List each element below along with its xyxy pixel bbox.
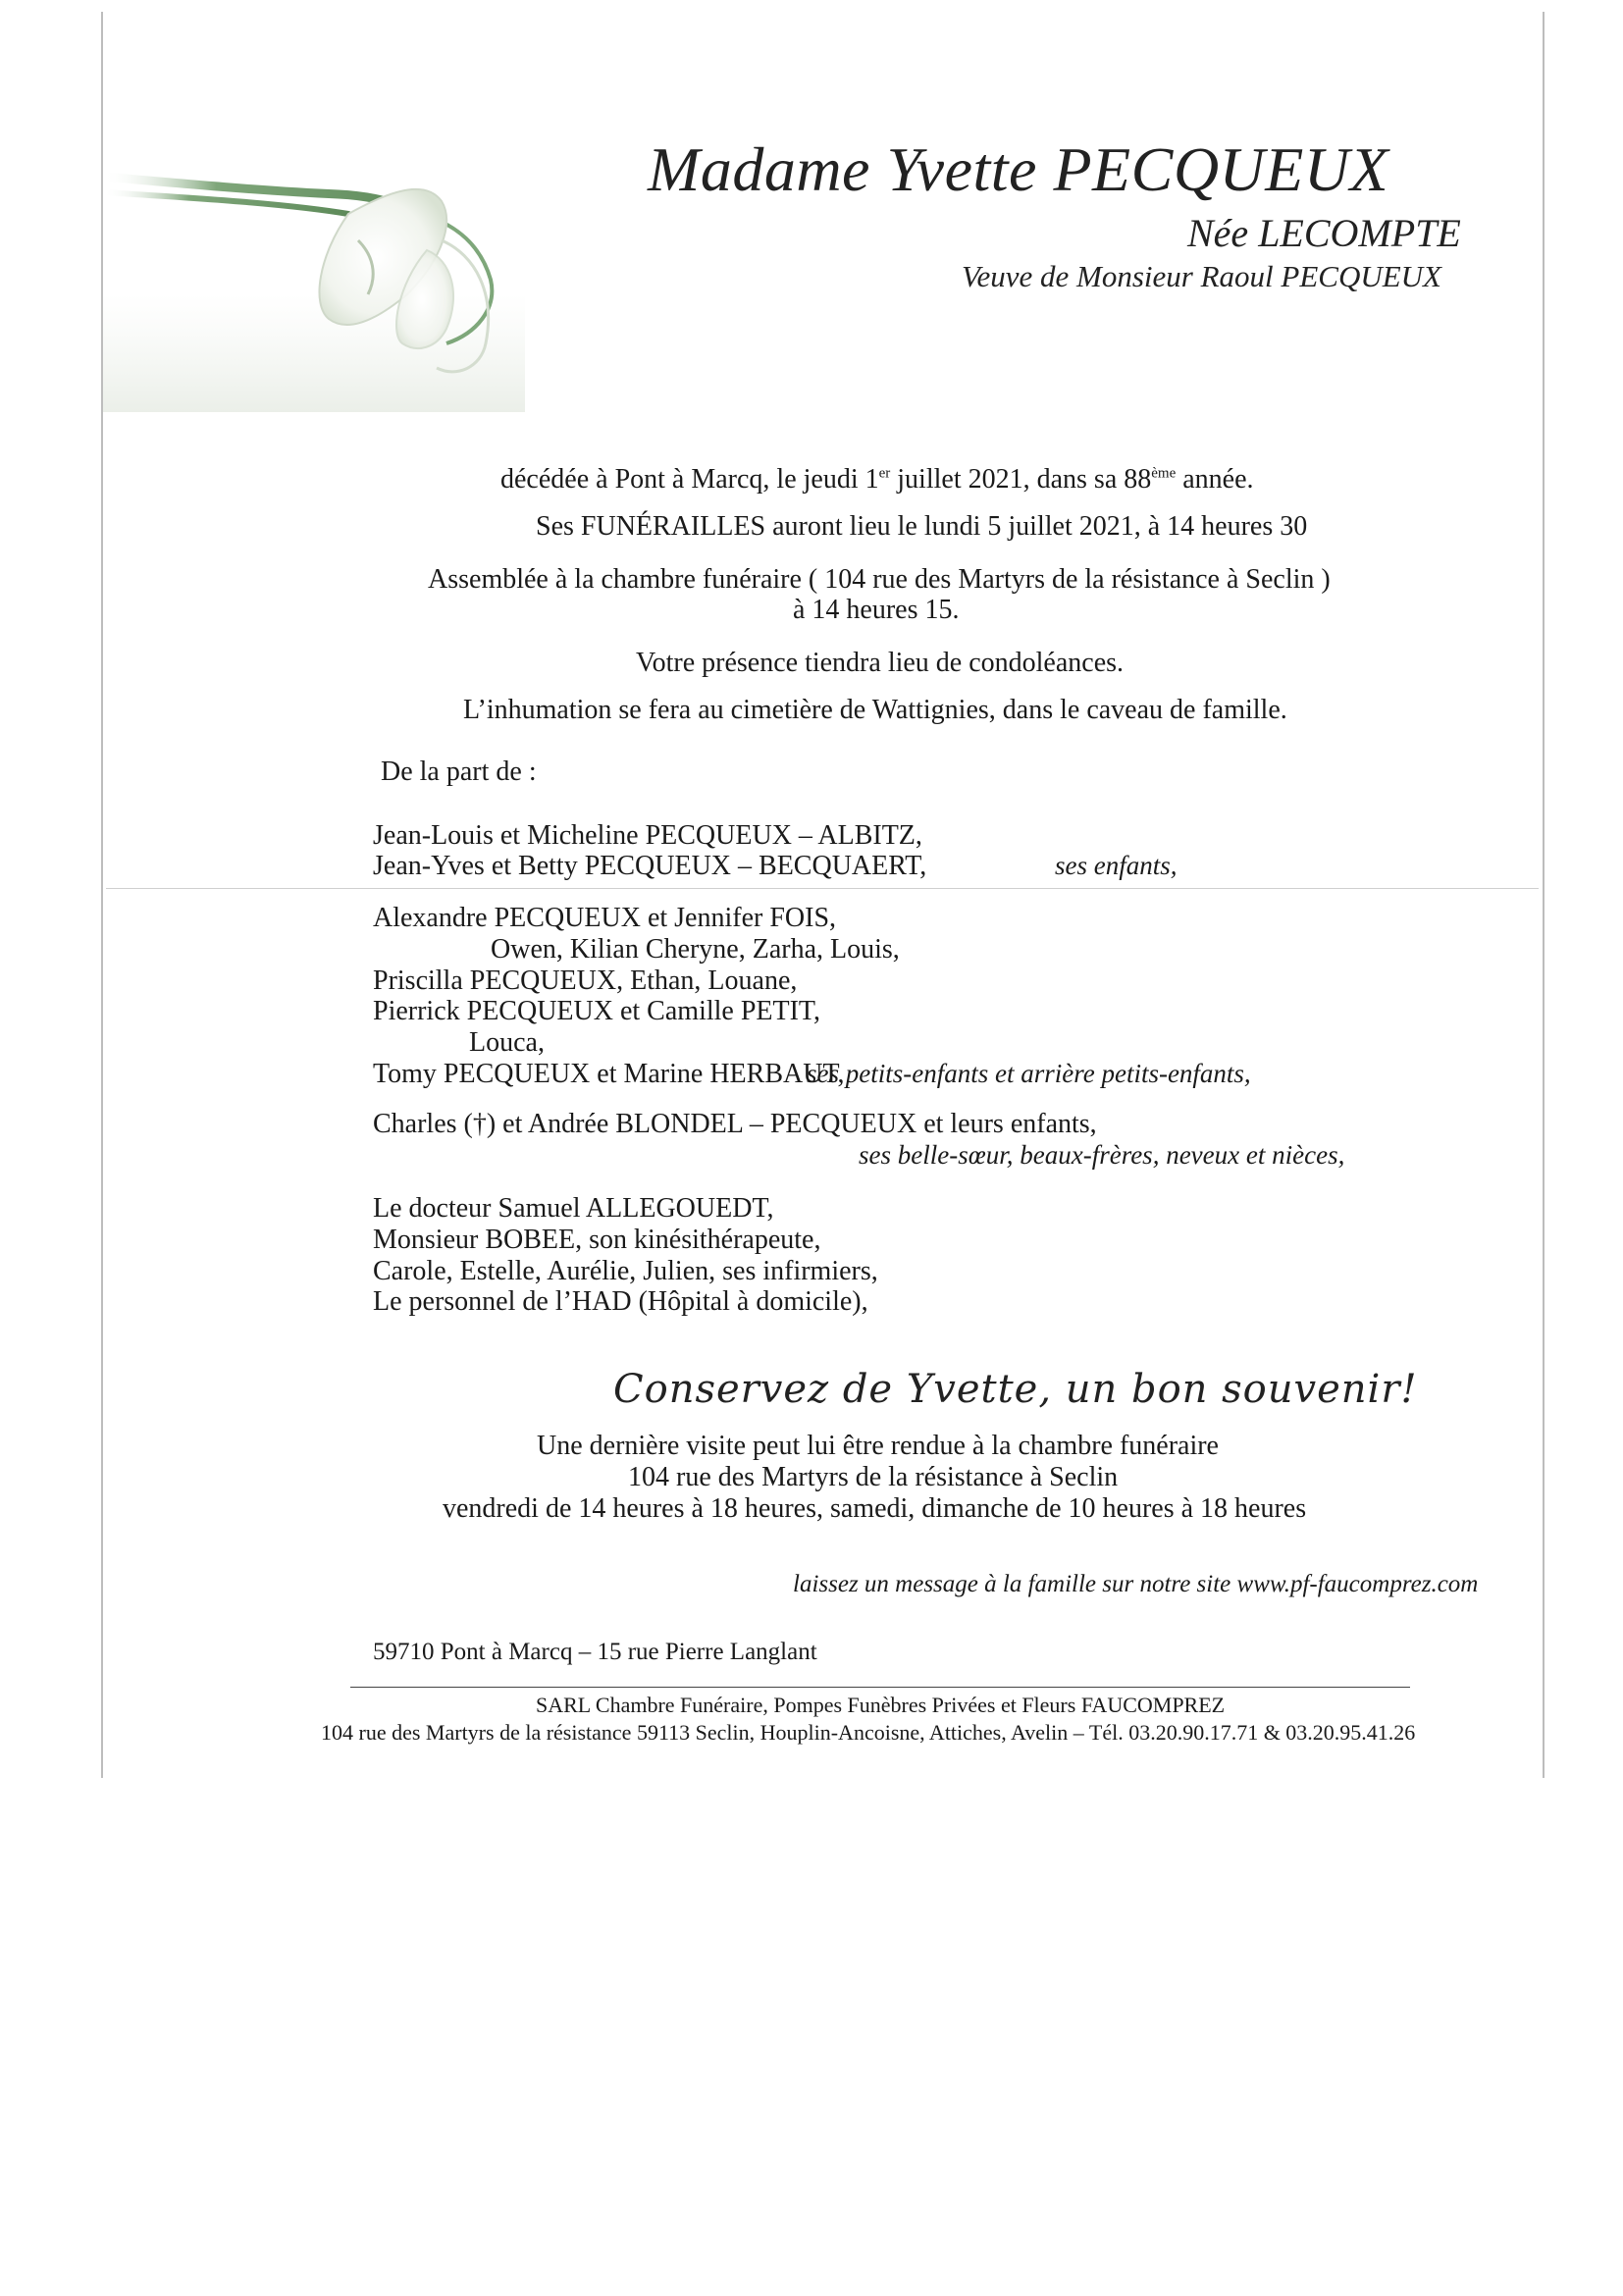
- grandchild-line: Owen, Kilian Cheryne, Zarha, Louis,: [491, 934, 900, 965]
- calla-lily-image: [103, 147, 525, 412]
- page-edge-right: [1543, 12, 1544, 1778]
- inlaws-role: ses belle-sœur, beaux-frères, neveux et nièces,: [859, 1140, 1345, 1170]
- visit-line-3: vendredi de 14 heures à 18 heures, samedi, dimanche de 10 heures à 18 heures: [443, 1493, 1307, 1524]
- widow-of: Veuve de Monsieur Raoul PECQUEUX: [962, 259, 1441, 293]
- visit-line-1: Une dernière visite peut lui être rendue à la chambre funéraire: [537, 1431, 1219, 1461]
- website-note: laissez un message à la famille sur notre site www.pf-faucomprez.com: [793, 1571, 1479, 1597]
- grandchild-line: Priscilla PECQUEUX, Ethan, Louane,: [373, 965, 798, 996]
- grandchild-line: Pierrick PECQUEUX et Camille PETIT,: [373, 996, 820, 1026]
- inlaws-line: Charles (†) et Andrée BLONDEL – PECQUEUX et leurs enfants,: [373, 1109, 1097, 1139]
- grandchildren-role: ses petits-enfants et arrière petits-enfants,: [807, 1059, 1251, 1088]
- caregiver-line: Monsieur BOBEE, son kinésithérapeute,: [373, 1225, 821, 1255]
- branch-address: 59710 Pont à Marcq – 15 rue Pierre Langlant: [373, 1639, 817, 1665]
- condolences-note: Votre présence tiendra lieu de condoléances.: [636, 648, 1125, 678]
- family-intro: De la part de :: [381, 757, 537, 787]
- maiden-name: Née LECOMPTE: [1187, 211, 1461, 255]
- grandchild-line: Tomy PECQUEUX et Marine HERBAUT,: [373, 1059, 845, 1089]
- footer-rule: [350, 1687, 1410, 1688]
- death-notice: décédée à Pont à Marcq, le jeudi 1er juillet 2021, dans sa 88ème année.: [500, 464, 1254, 495]
- caregiver-line: Carole, Estelle, Aurélie, Julien, ses infirmiers,: [373, 1256, 878, 1286]
- grandchild-line: Louca,: [469, 1027, 545, 1058]
- child-line: Jean-Louis et Micheline PECQUEUX – ALBITZ,: [373, 820, 922, 851]
- caregiver-line: Le docteur Samuel ALLEGOUEDT,: [373, 1193, 774, 1224]
- visit-line-2: 104 rue des Martyrs de la résistance à Seclin: [628, 1462, 1119, 1492]
- memory-slogan: Conservez de Yvette, un bon souvenir!: [613, 1367, 1418, 1412]
- assembly-line-1: Assemblée à la chambre funéraire ( 104 rue des Martyrs de la résistance à Seclin ): [428, 564, 1331, 595]
- deceased-name: Madame Yvette PECQUEUX: [648, 134, 1389, 204]
- footer-company: SARL Chambre Funéraire, Pompes Funèbres Privées et Fleurs FAUCOMPREZ: [536, 1693, 1226, 1717]
- funeral-time: Ses FUNÉRAILLES auront lieu le lundi 5 juillet 2021, à 14 heures 30: [536, 511, 1308, 542]
- child-line: Jean-Yves et Betty PECQUEUX – BECQUAERT,: [373, 851, 927, 881]
- assembly-line-2: à 14 heures 15.: [793, 595, 960, 625]
- fold-line: [106, 888, 1539, 889]
- caregiver-line: Le personnel de l’HAD (Hôpital à domicile),: [373, 1286, 868, 1317]
- grandchild-line: Alexandre PECQUEUX et Jennifer FOIS,: [373, 903, 837, 933]
- children-role: ses enfants,: [1055, 851, 1178, 880]
- burial-note: L’inhumation se fera au cimetière de Wattignies, dans le caveau de famille.: [463, 695, 1287, 725]
- footer-contacts: 104 rue des Martyrs de la résistance 59113 Seclin, Houplin-Ancoisne, Attiches, Avelin – Tél. 03.20.90.17.71 & 03.20.95.41.26: [321, 1720, 1416, 1745]
